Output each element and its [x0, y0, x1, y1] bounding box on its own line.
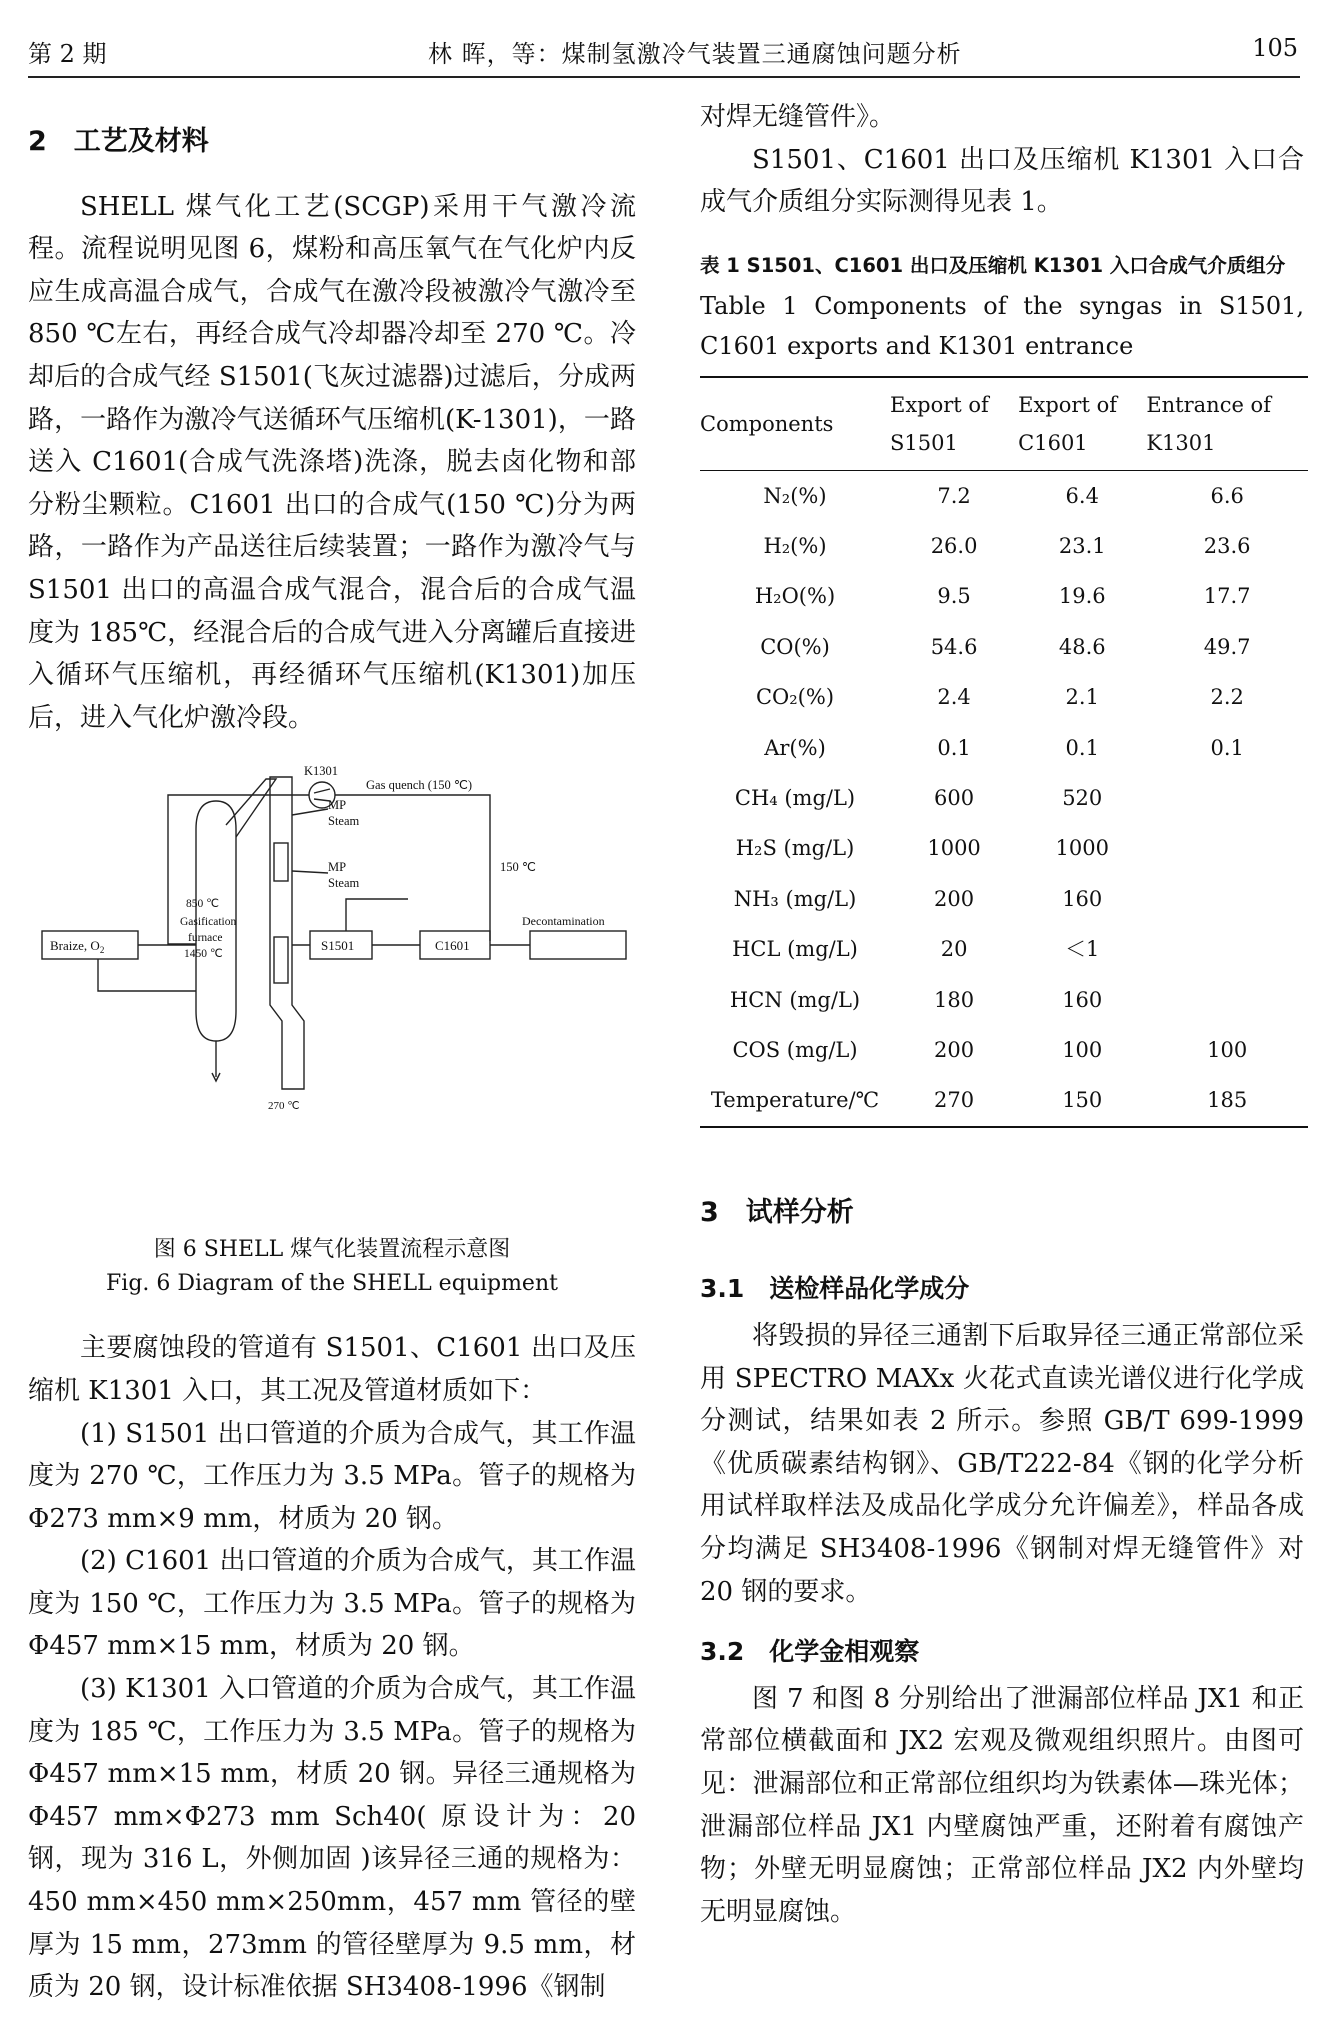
box-decontamination: [530, 931, 626, 959]
table-cell: 6.6: [1210, 483, 1244, 508]
table-row: [700, 874, 1308, 924]
right-column: [700, 96, 1304, 1933]
row-label: CO₂(%): [755, 685, 835, 710]
table-cell: [1146, 824, 1308, 874]
table-cell: 180: [934, 987, 975, 1012]
row-label: H₂S (mg/L): [735, 836, 855, 861]
row-label: Temperature/℃: [710, 1088, 880, 1113]
table-row: [700, 975, 1308, 1025]
left-column: [28, 115, 636, 2009]
table-cell: 26.0: [930, 534, 978, 559]
continued-text: 对焊无缝管件》。: [700, 102, 896, 132]
table-cell: 9.5: [937, 584, 971, 609]
process-paragraph: SHELL 煤气化工艺(SCGP)采用干气激冷流程。流程说明见图 6，煤粉和高压氧气在气化炉内反应生成高温合成气，合成气在激冷段被激冷气激冷至 850 ℃左右，再经合成气冷却器冷却至 270 ℃。冷却后的合成气经 S1501(飞灰过滤器)过滤后，分成两路，一路作为激冷气送循环气压缩机(K-1301)，一路送入 C1601(合成气洗涤塔)洗涤，脱去卤化物和部分粉尘颗粒。C1601 出口的合成气(150 ℃)分为两路，一路作为产品送往后续装置；一路作为激冷气与 S1501 出口的高温合成气混合，混合后的合成气温度为 185℃，经混合后的合成气进入分离罐后直接进入循环气压缩机，再经循环气压缩机(K1301)加压后，进入气化炉激冷段。: [28, 191, 636, 733]
table-cell: 100: [1062, 1037, 1103, 1062]
table-cell: 7.2: [937, 483, 971, 508]
process-flow-diagram: [28, 759, 636, 1239]
table-cell: 160: [1062, 886, 1103, 911]
row-label: HCN (mg/L): [729, 987, 861, 1012]
table-row: [700, 773, 1308, 823]
table-cell: 600: [934, 786, 975, 811]
table-row: [700, 521, 1308, 571]
table-row: [700, 1075, 1308, 1126]
table-cell: 520: [1062, 786, 1103, 811]
table-cell: 1000: [927, 836, 981, 861]
label-k1301: K1301: [304, 764, 339, 779]
label-150c: 150 ℃: [500, 860, 536, 875]
section-3-heading: 3 试样分析: [700, 1196, 854, 1228]
chem-composition-paragraph: 将毁损的异径三通割下后取异径三通正常部位采用 SPECTRO MAXx 火花式直读光谱仪进行化学成分测试，结果如表 2 所示。参照 GB/T 699-1999《优质碳素结构钢》、GB/T222-84《钢的化学分析用试样取样法及成品化学成分允许偏差》，样品各成分均满足 SH3408-1996《钢制对焊无缝管件》对 20 钢的要求。: [700, 1321, 1304, 1607]
label-steam-2: Steam: [328, 876, 360, 891]
table-row: [700, 824, 1308, 874]
table-cell: 200: [934, 886, 975, 911]
table-cell: 19.6: [1058, 584, 1106, 609]
label-mp-2: MP: [328, 860, 347, 875]
table-cell: 2.2: [1210, 685, 1244, 710]
table-cell: 48.6: [1058, 634, 1106, 659]
label-1450c: 1450 ℃: [184, 948, 223, 961]
table-cell: 2.4: [937, 685, 971, 710]
section-3-1-heading: 3.1 送检样品化学成分: [700, 1274, 970, 1304]
section-3-2-heading: 3.2 化学金相观察: [700, 1637, 920, 1667]
table-cell: [1146, 773, 1308, 823]
table-cell: 6.4: [1065, 483, 1099, 508]
label-850c: 850 ℃: [186, 898, 220, 911]
components-table: [700, 376, 1308, 1128]
table-header-row: [700, 377, 1308, 471]
col-components: Components: [700, 411, 834, 436]
col-k1301: Entrance of K1301: [1146, 392, 1271, 455]
table-cell: 49.7: [1203, 634, 1251, 659]
table-cell: 160: [1062, 987, 1103, 1012]
table-cell: 1000: [1055, 836, 1109, 861]
item-c1601: (2) C1601 出口管道的介质为合成气，其工作温度为 150 ℃，工作压力为 3.5 MPa。管子的规格为 Φ457 mm×15 mm，材质为 20 钢。: [28, 1546, 636, 1662]
label-s1501: S1501: [321, 938, 355, 954]
table-row: [700, 924, 1308, 974]
table-cell: 23.1: [1058, 534, 1106, 559]
section-2-heading: 2 工艺及材料: [28, 126, 209, 157]
label-gas-quench: Gas quench (150 ℃): [366, 778, 473, 793]
figure-caption-en: Fig. 6 Diagram of the SHELL equipment: [106, 1271, 558, 1297]
mix-line: [346, 899, 408, 931]
col-s1501: Export of S1501: [890, 392, 989, 455]
table-row: [700, 622, 1308, 672]
page-number: 105: [1252, 34, 1298, 62]
table-cell: [1146, 975, 1308, 1025]
table-cell: [1146, 874, 1308, 924]
row-label: N₂(%): [763, 483, 827, 508]
col-c1601: Export of C1601: [1018, 392, 1117, 455]
label-270c: 270 ℃: [268, 1100, 300, 1113]
figure-caption-cn: 图 6 SHELL 煤气化装置流程示意图: [153, 1237, 511, 1263]
table-row: [700, 470, 1308, 521]
row-label: HCL (mg/L): [732, 937, 858, 962]
figure-caption: [28, 1233, 636, 1301]
table-intro: S1501、C1601 出口及压缩机 K1301 入口合成气介质组分实际测得见表 1。: [700, 144, 1304, 218]
table-cell: 185: [1207, 1088, 1248, 1113]
table-cell: 150: [1062, 1088, 1103, 1113]
label-braize: Braize, $O_2$: [50, 938, 105, 956]
table-cell: [1146, 924, 1308, 974]
row-label: CH₄ (mg/L): [734, 786, 856, 811]
pipes-intro: 主要腐蚀段的管道有 S1501、C1601 出口及压缩机 K1301 入口，其工况及管道材质如下：: [28, 1333, 636, 1406]
steam-lines: [292, 809, 328, 873]
table-caption-en: Table 1 Components of the syngas in S1501, C1601 exports and K1301 entrance: [700, 291, 1304, 360]
table-cell: 17.7: [1203, 584, 1251, 609]
item-k1301: (3) K1301 入口管道的介质为合成气，其工作温度为 185 ℃，工作压力为 3.5 MPa。管子的规格为 Φ457 mm×15 mm，材质 20 钢。异径三通规格为 Φ457 mm×Φ273 mm Sch40( 原设计为：20 钢，现为 316 L，外侧加固 )该异径三通的规格为：450 mm×450 mm×250mm，457 mm 管径的壁厚为 15 mm，273mm 的管径壁厚为 9.5 mm，材质为 20 钢，设计标准依据 SH3408-1996《钢制: [28, 1674, 636, 2003]
header-rule: [28, 76, 1300, 78]
feed-line-2: [98, 959, 196, 991]
label-c1601: C1601: [435, 938, 470, 954]
row-label: COS (mg/L): [732, 1037, 858, 1062]
transfer-duct: [226, 779, 276, 837]
running-title: 林 晖，等：煤制氢激冷气装置三通腐蚀问题分析: [428, 40, 962, 68]
item-s1501: (1) S1501 出口管道的介质为合成气，其工作温度为 270 ℃，工作压力为 3.5 MPa。管子的规格为 Φ273 mm×9 mm，材质为 20 钢。: [28, 1418, 636, 1534]
table-cell: 0.1: [1210, 735, 1244, 760]
cooler-section-1: [274, 843, 288, 881]
row-label: H₂(%): [763, 534, 827, 559]
table-caption-cn: 表 1 S1501、C1601 出口及压缩机 K1301 入口合成气介质组分: [700, 253, 1286, 277]
row-label: H₂O(%): [754, 584, 836, 609]
label-decontamination: Decontamination: [522, 914, 605, 929]
table-cell: 20: [940, 937, 968, 962]
running-header: [28, 30, 1298, 70]
metallography-paragraph: 图 7 和图 8 分别给出了泄漏部位样品 JX1 和正常部位横截面和 JX2 宏观及微观组织照片。由图可见：泄漏部位和正常部位组织均为铁素体—珠光体；泄漏部位样品 JX1 内壁腐蚀严重，还附着有腐蚀产物；外壁无明显腐蚀；正常部位样品 JX2 内外壁均无明显腐蚀。: [700, 1683, 1304, 1927]
table-cell: 200: [934, 1037, 975, 1062]
table-cell: 100: [1207, 1037, 1248, 1062]
table-cell: 270: [934, 1088, 975, 1113]
table-body: [700, 470, 1308, 1127]
table-cell: 2.1: [1065, 685, 1099, 710]
table-cell: 0.1: [1065, 735, 1099, 760]
table-row: [700, 723, 1308, 773]
table-cell: 54.6: [930, 634, 978, 659]
table-row: [700, 672, 1308, 722]
issue-number: 第 2 期: [28, 40, 107, 68]
table-row: [700, 1025, 1308, 1075]
label-furnace: furnace: [188, 932, 223, 945]
syngas-cooler: [270, 777, 304, 1089]
figure-6: [28, 759, 636, 1299]
label-gasification: Gasification: [180, 916, 237, 929]
table-row: [700, 572, 1308, 622]
row-label: CO(%): [760, 634, 830, 659]
table-cell: ＜1: [1065, 937, 1100, 962]
table-cell: 23.6: [1203, 534, 1251, 559]
row-label: NH₃ (mg/L): [733, 886, 857, 911]
label-mp-1: MP: [328, 798, 347, 813]
table-cell: 0.1: [937, 735, 971, 760]
row-label: Ar(%): [764, 735, 826, 760]
label-steam-1: Steam: [328, 814, 360, 829]
cooler-section-2: [274, 937, 288, 983]
